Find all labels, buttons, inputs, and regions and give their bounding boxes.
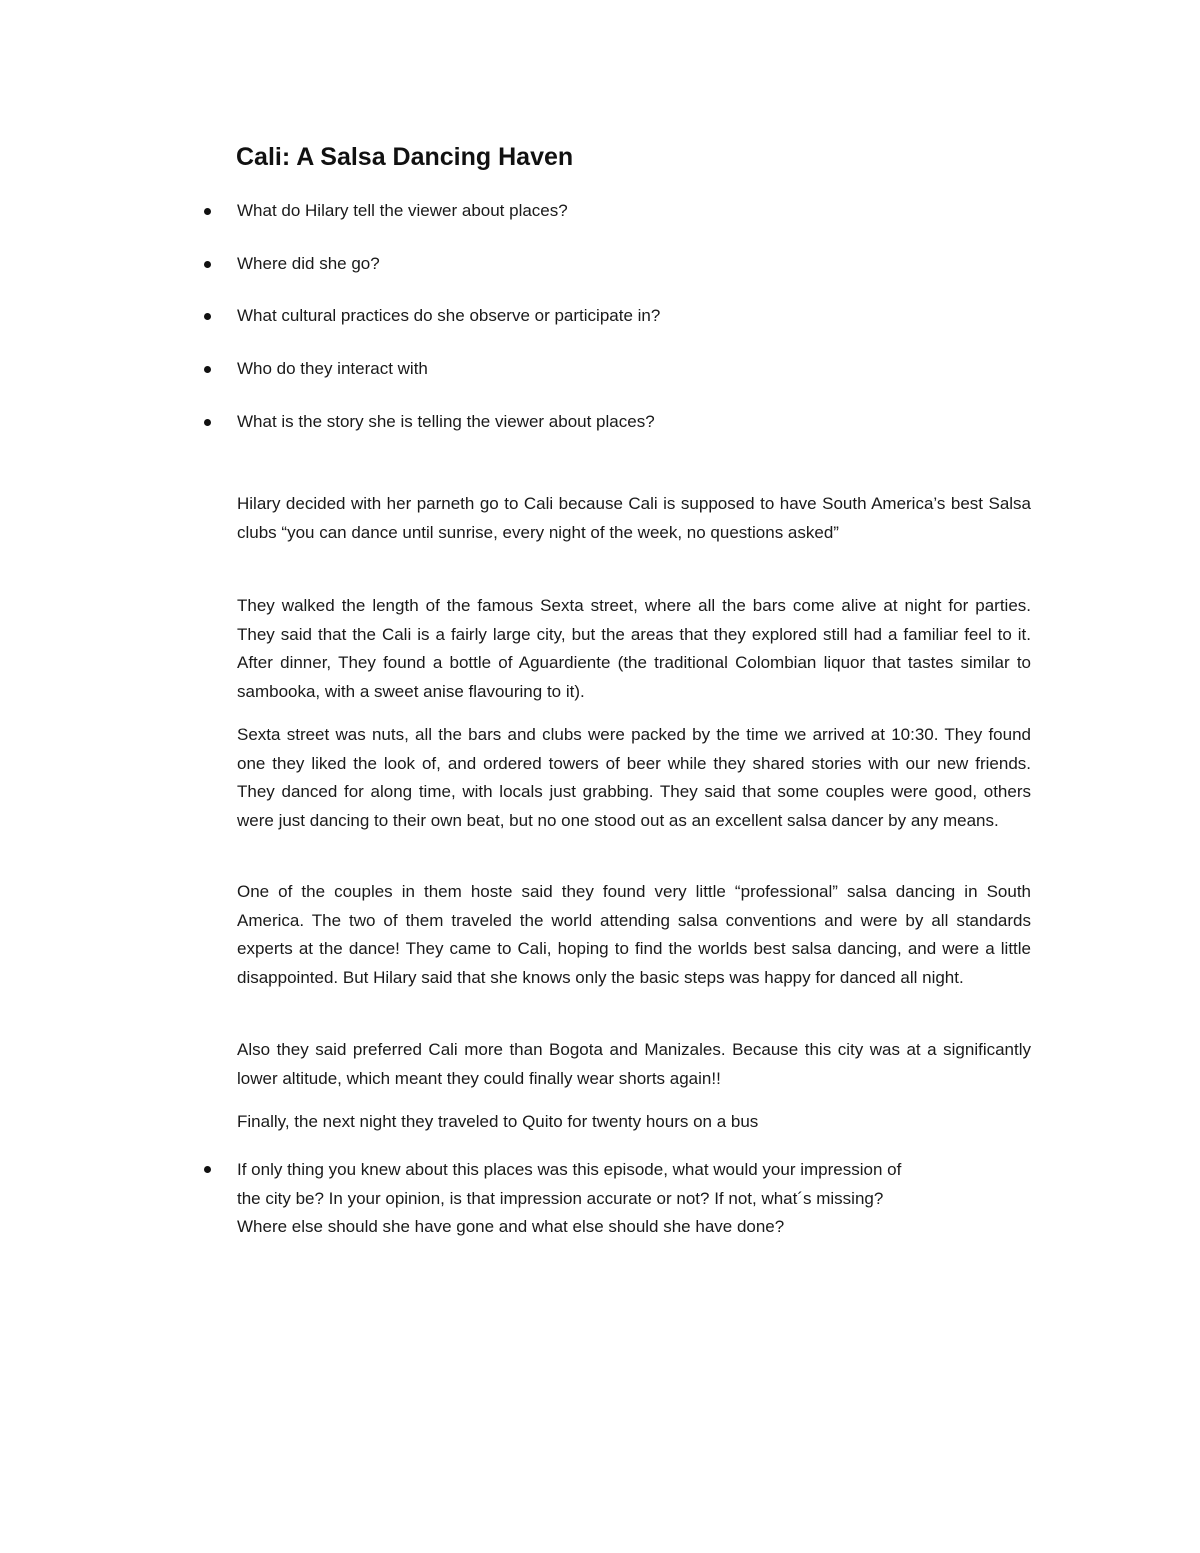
bullet-icon	[204, 313, 211, 320]
bullet-icon	[204, 261, 211, 268]
question-item	[237, 201, 568, 221]
story-paragraph: Finally, the next night they traveled to Quito for twenty hours on a bus	[237, 1112, 759, 1131]
document-title: Cali: A Salsa Dancing Haven	[236, 143, 574, 171]
final-question	[237, 1156, 1037, 1242]
story-paragraph: One of the couples in them hoste said they found very little “professional” salsa dancing in South America. The two of them traveled the world attending salsa conventions and were by all standards experts at the dance! They came to Cali, hoping to find the worlds best salsa dancing, and were a little disappointed. But Hilary said that she knows only the basic steps was happy for danced all night.	[237, 882, 1031, 987]
final-question-line: Where else should she have gone and what else should she have done?	[237, 1217, 785, 1236]
question-text: What do Hilary tell the viewer about places?	[237, 201, 568, 220]
final-question-line: If only thing you knew about this places was this episode, what would your impression of	[237, 1160, 902, 1179]
question-text: What cultural practices do she observe or participate in?	[237, 306, 661, 325]
question-item	[237, 306, 660, 326]
story-paragraph: Also they said preferred Cali more than Bogota and Manizales. Because this city was at a significantly lower altitude, which meant they could finally wear shorts again!!	[237, 1040, 1031, 1088]
final-question-line: the city be? In your opinion, is that impression accurate or not? If not, what´s missing?	[237, 1188, 884, 1208]
question-item	[237, 412, 655, 432]
question-text: Who do they interact with	[237, 359, 428, 378]
bullet-icon	[204, 419, 211, 426]
question-item	[237, 359, 428, 379]
story-paragraph: Sexta street was nuts, all the bars and clubs were packed by the time we arrived at 10:30. They found one they liked the look of, and ordered towers of beer while they shared stories with our new friends. They danced for along time, with locals just grabbing. They said that some couples were good, others were just dancing to their own beat, but no one stood out as an excellent salsa dancer by any means.	[237, 725, 1031, 830]
story-paragraph: They walked the length of the famous Sexta street, where all the bars come alive at night for parties. They said that the Cali is a fairly large city, but the areas that they explored still had a familiar feel to it. After dinner, They found a bottle of Aguardiente (the traditional Colombian liquor that tastes similar to sambooka, with a sweet anise flavouring to it).	[237, 596, 1031, 701]
question-text: What is the story she is telling the viewer about places?	[237, 412, 655, 431]
bullet-icon	[204, 208, 211, 215]
bullet-icon	[204, 366, 211, 373]
question-item	[237, 254, 380, 274]
story-paragraph: Hilary decided with her parneth go to Cali because Cali is supposed to have South America’s best Salsa clubs “you can dance until sunrise, every night of the week, no questions asked”	[237, 494, 1031, 542]
question-text: Where did she go?	[237, 254, 380, 273]
bullet-icon	[204, 1166, 211, 1173]
